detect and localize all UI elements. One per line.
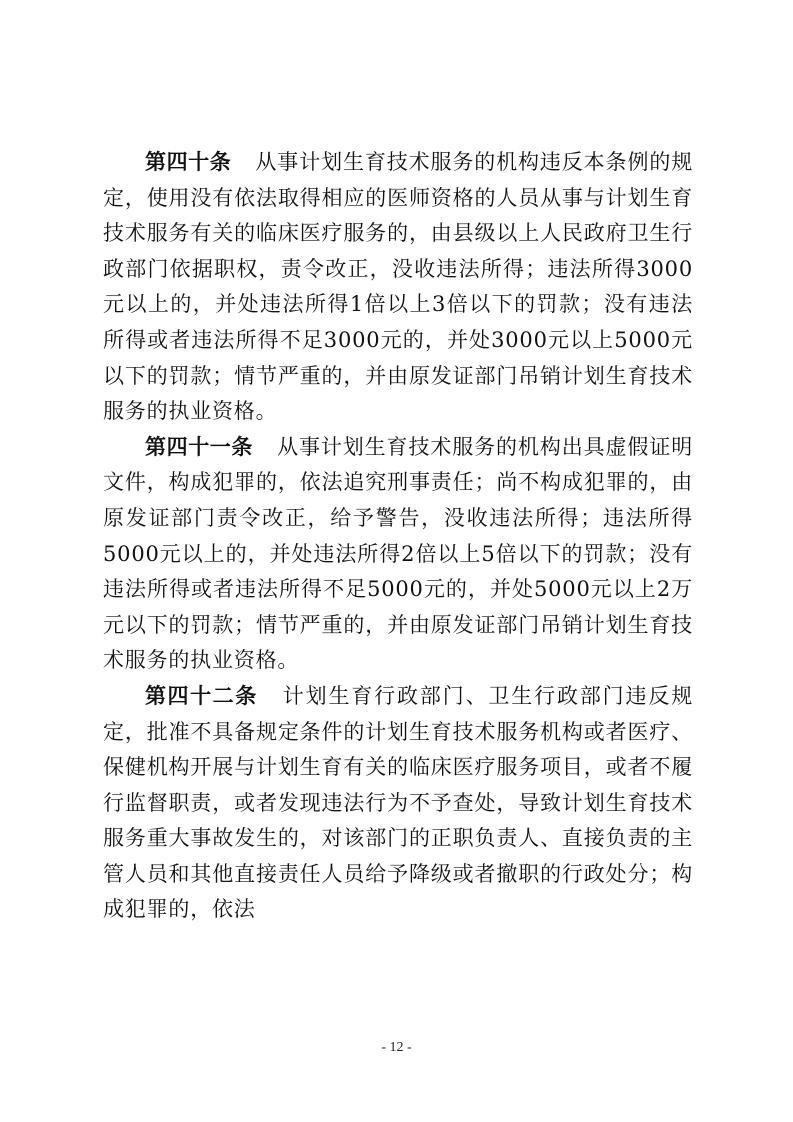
article-body: 从事计划生育技术服务的机构违反本条例的规定，使用没有依法取得相应的医师资格的人员从事与计划生育技术服务有关的临床医疗服务的，由县级以上人民政府卫生行政部门依据职权，责令改正，没收违法所得；违法所得3000元以上的，并处违法所得1倍以上3倍以下的罚款；没有违法所得或者违法所得不足3000元的，并处3000元以上5000元以下的罚款；情节严重的，并由原发证部门吊销计划生育技术服务的执业资格。: [103, 150, 694, 424]
article-body: 从事计划生育技术服务的机构出具虚假证明文件，构成犯罪的，依法追究刑事责任；尚不构成犯罪的，由原发证部门责令改正，给予警告，没收违法所得；违法所得5000元以上的，并处违法所得2倍以上5倍以下的罚款；没有违法所得或者违法所得不足5000元的，并处5000元以上2万元以下的罚款；情节严重的，并由原发证部门吊销计划生育技术服务的执业资格。: [103, 434, 694, 673]
article-40: [103, 145, 693, 430]
page-number: - 12 -: [381, 1040, 412, 1055]
article-42: [103, 679, 693, 928]
article-41: [103, 430, 693, 679]
article-title: 第四十一条: [145, 434, 253, 459]
article-body: 计划生育行政部门、卫生行政部门违反规定，批准不具备规定条件的计划生育技术服务机构或者医疗、保健机构开展与计划生育有关的临床医疗服务项目，或者不履行监督职责，或者发现违法行为不予查处，导致计划生育技术服务重大事故发生的，对该部门的正职负责人、直接负责的主管人员和其他直接责任人员给予降级或者撤职的行政处分；构成犯罪的，依法: [103, 683, 694, 922]
article-title: 第四十二条: [145, 683, 258, 708]
article-title: 第四十条: [145, 150, 232, 174]
document-body: [103, 145, 693, 928]
